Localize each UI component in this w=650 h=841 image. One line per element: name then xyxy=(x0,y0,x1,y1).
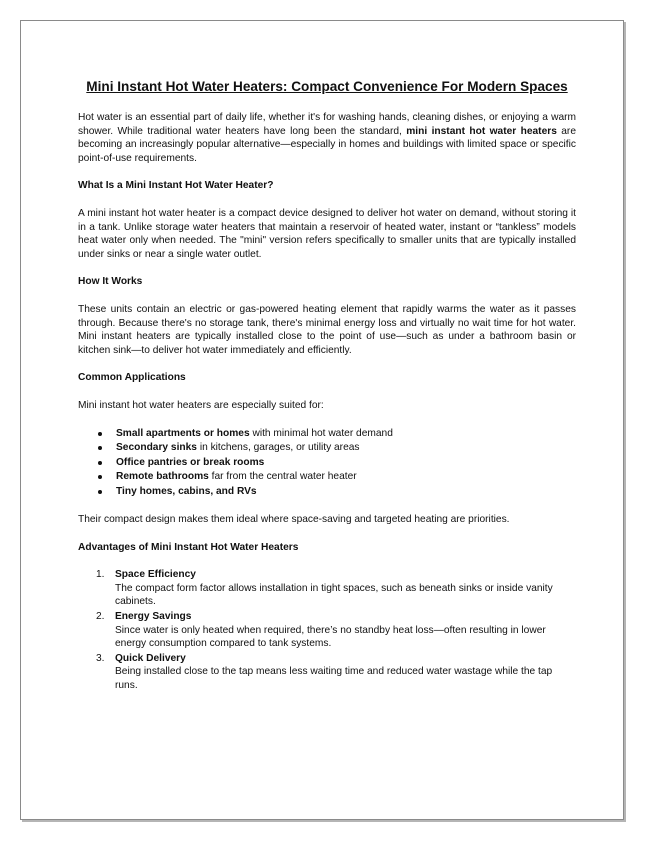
applications-list xyxy=(78,427,576,500)
document-page xyxy=(20,20,624,820)
list-item: Remote bathrooms far from the central water heater xyxy=(78,470,576,485)
advantage-description: Being installed close to the tap means less waiting time and reduced water wastage while the tap runs. xyxy=(115,666,553,691)
advantage-description: The compact form factor allows installation in tight spaces, such as beneath sinks or inside vanity cabinets. xyxy=(115,582,553,608)
section-heading-what-is: What Is a Mini Instant Hot Water Heater? xyxy=(78,180,274,192)
advantage-description: Since water is only heated when required, there’s no standby heat loss—often resulting in lower energy consumption compared to tank systems. xyxy=(115,624,546,650)
advantage-title: Space Efficiency xyxy=(115,569,196,581)
list-item: Tiny homes, cabins, and RVs xyxy=(78,485,576,500)
document-title: Mini Instant Hot Water Heaters: Compact Convenience For Modern Spaces xyxy=(86,79,568,94)
list-number: 2. xyxy=(96,610,105,622)
applications-lead: Mini instant hot water heaters are especially suited for: xyxy=(78,399,324,411)
list-item: Secondary sinks in kitchens, garages, or utility areas xyxy=(78,441,576,456)
document-content xyxy=(78,79,576,694)
list-number: 1. xyxy=(96,569,105,581)
section-body-how-it-works: These units contain an electric or gas-powered heating element that rapidly warms the water as it passes through. Because there's no storage tank, there's minimal energy loss and virtually no wait time for hot water. Mini instant heaters are typically installed close to the point of use—such as under a bathroom basin or kitchen sink—to deliver hot water immediately and efficiently. xyxy=(78,303,576,356)
list-item xyxy=(78,610,576,651)
list-item: Office pantries or break rooms xyxy=(78,456,576,471)
intro-bold-term: mini instant hot water heaters xyxy=(406,125,557,137)
advantages-list xyxy=(78,568,576,692)
applications-closing: Their compact design makes them ideal where space-saving and targeted heating are priorities. xyxy=(78,514,510,525)
section-heading-applications: Common Applications xyxy=(78,372,186,384)
section-body-what-is: A mini instant hot water heater is a compact device designed to deliver hot water on demand, without storing it in a tank. Unlike storage water heaters that maintain a reservoir of heated water, instant or “tankless” models heat water only when needed. The "mini" version refers specifically to smaller units that are typically installed under sinks or near a single water outlet. xyxy=(78,207,576,260)
advantage-title: Quick Delivery xyxy=(115,652,186,664)
list-item xyxy=(78,652,576,693)
section-heading-how-it-works: How It Works xyxy=(78,276,143,288)
intro-paragraph: Hot water is an essential part of daily life, whether it's for washing hands, cleaning dishes, or enjoying a warm shower. While traditional water heaters have long been the standard, mini instant hot water heaters are becoming an increasingly popular alternative—especially in homes and buildings with limited space or specific point-of-use requirements. xyxy=(78,112,576,164)
advantage-title: Energy Savings xyxy=(115,610,192,622)
list-item xyxy=(78,568,576,609)
list-item: Small apartments or homes with minimal hot water demand xyxy=(78,427,576,442)
list-number: 3. xyxy=(96,652,105,664)
section-heading-advantages: Advantages of Mini Instant Hot Water Heaters xyxy=(78,541,299,553)
